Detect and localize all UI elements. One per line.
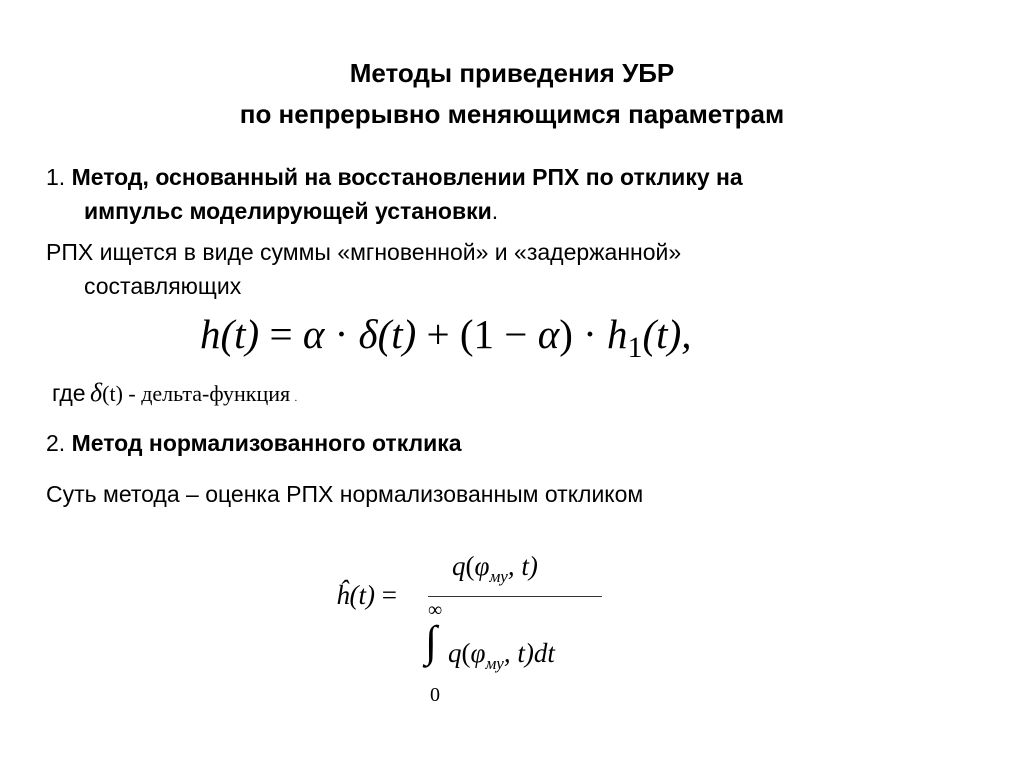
- slide-title-line1: Методы приведения УБР: [349, 58, 675, 88]
- where-line: [52, 378, 297, 408]
- f2-den-open: (: [461, 638, 471, 668]
- slide-title-line2: по непрерывно меняющимся параметрам: [239, 99, 785, 129]
- f1-h-arg: (t): [220, 311, 260, 357]
- f2-h-hat: ĥ: [336, 580, 350, 610]
- method2-line: [46, 430, 462, 457]
- where-delta: δ: [90, 378, 103, 407]
- f2-den-phi: φ: [470, 638, 486, 668]
- f2-num-q: q: [452, 551, 466, 581]
- f2-num-sub: му: [489, 567, 508, 586]
- integral-sign: ∫: [425, 617, 438, 666]
- method1-name-line2: импульс моделирующей установки: [84, 198, 492, 224]
- integral-upper-limit: ∞: [428, 599, 443, 621]
- f1-h1-sub: 1: [627, 331, 643, 364]
- f1-delta-arg: (t): [377, 311, 417, 357]
- f1-h1-arg: (t),: [642, 311, 692, 357]
- f1-one-minus: (1 −: [459, 311, 538, 357]
- f1-h1: h: [607, 311, 628, 357]
- f2-lhs: [336, 580, 397, 611]
- intro-line2: составляющих: [84, 273, 242, 299]
- f2-den-rest: , t)dt: [503, 638, 555, 668]
- method1-name-line1: Метод, основанный на восстановлении РПХ по отклику на: [71, 164, 743, 190]
- method2-name: Метод нормализованного отклика: [71, 430, 462, 456]
- fraction-bar: [428, 596, 602, 597]
- f2-denominator: [448, 638, 555, 673]
- f1-eq: =: [269, 311, 293, 357]
- f2-num-phi: φ: [474, 551, 490, 581]
- f1-alpha2: α: [537, 311, 560, 357]
- f1-h: h: [200, 311, 221, 357]
- where-label: где: [52, 380, 86, 406]
- f2-h-arg: (t): [349, 580, 375, 610]
- essence-line: Суть метода – оценка РПХ нормализованным откликом: [46, 481, 644, 507]
- f1-delta: δ: [358, 311, 378, 357]
- where-text: - дельта-функция: [122, 381, 291, 406]
- f2-num-open: (: [465, 551, 475, 581]
- intro-line1: РПХ ищется в виде суммы «мгновенной» и «задержанной»: [46, 239, 682, 265]
- method1-line1: [46, 164, 743, 191]
- formula-impulse-response: [200, 310, 692, 364]
- f1-close: ): [559, 311, 573, 357]
- integral-lower-limit: 0: [430, 684, 440, 706]
- where-arg: (t): [102, 381, 123, 406]
- method1-number: 1.: [46, 164, 66, 190]
- f1-dot2: ·: [583, 311, 597, 357]
- f2-den-q: q: [448, 638, 462, 668]
- f2-numerator: [452, 551, 538, 586]
- f1-alpha: α: [302, 311, 325, 357]
- f2-den-sub: му: [485, 654, 504, 673]
- f1-dot: ·: [334, 311, 349, 357]
- method1-name-end: .: [491, 198, 499, 224]
- f1-plus: +: [426, 311, 450, 357]
- f2-num-rest: , t): [507, 551, 538, 581]
- method1-line2: [84, 198, 498, 225]
- where-end: .: [294, 393, 298, 404]
- method2-number: 2.: [46, 430, 66, 456]
- f2-eq: =: [381, 580, 397, 610]
